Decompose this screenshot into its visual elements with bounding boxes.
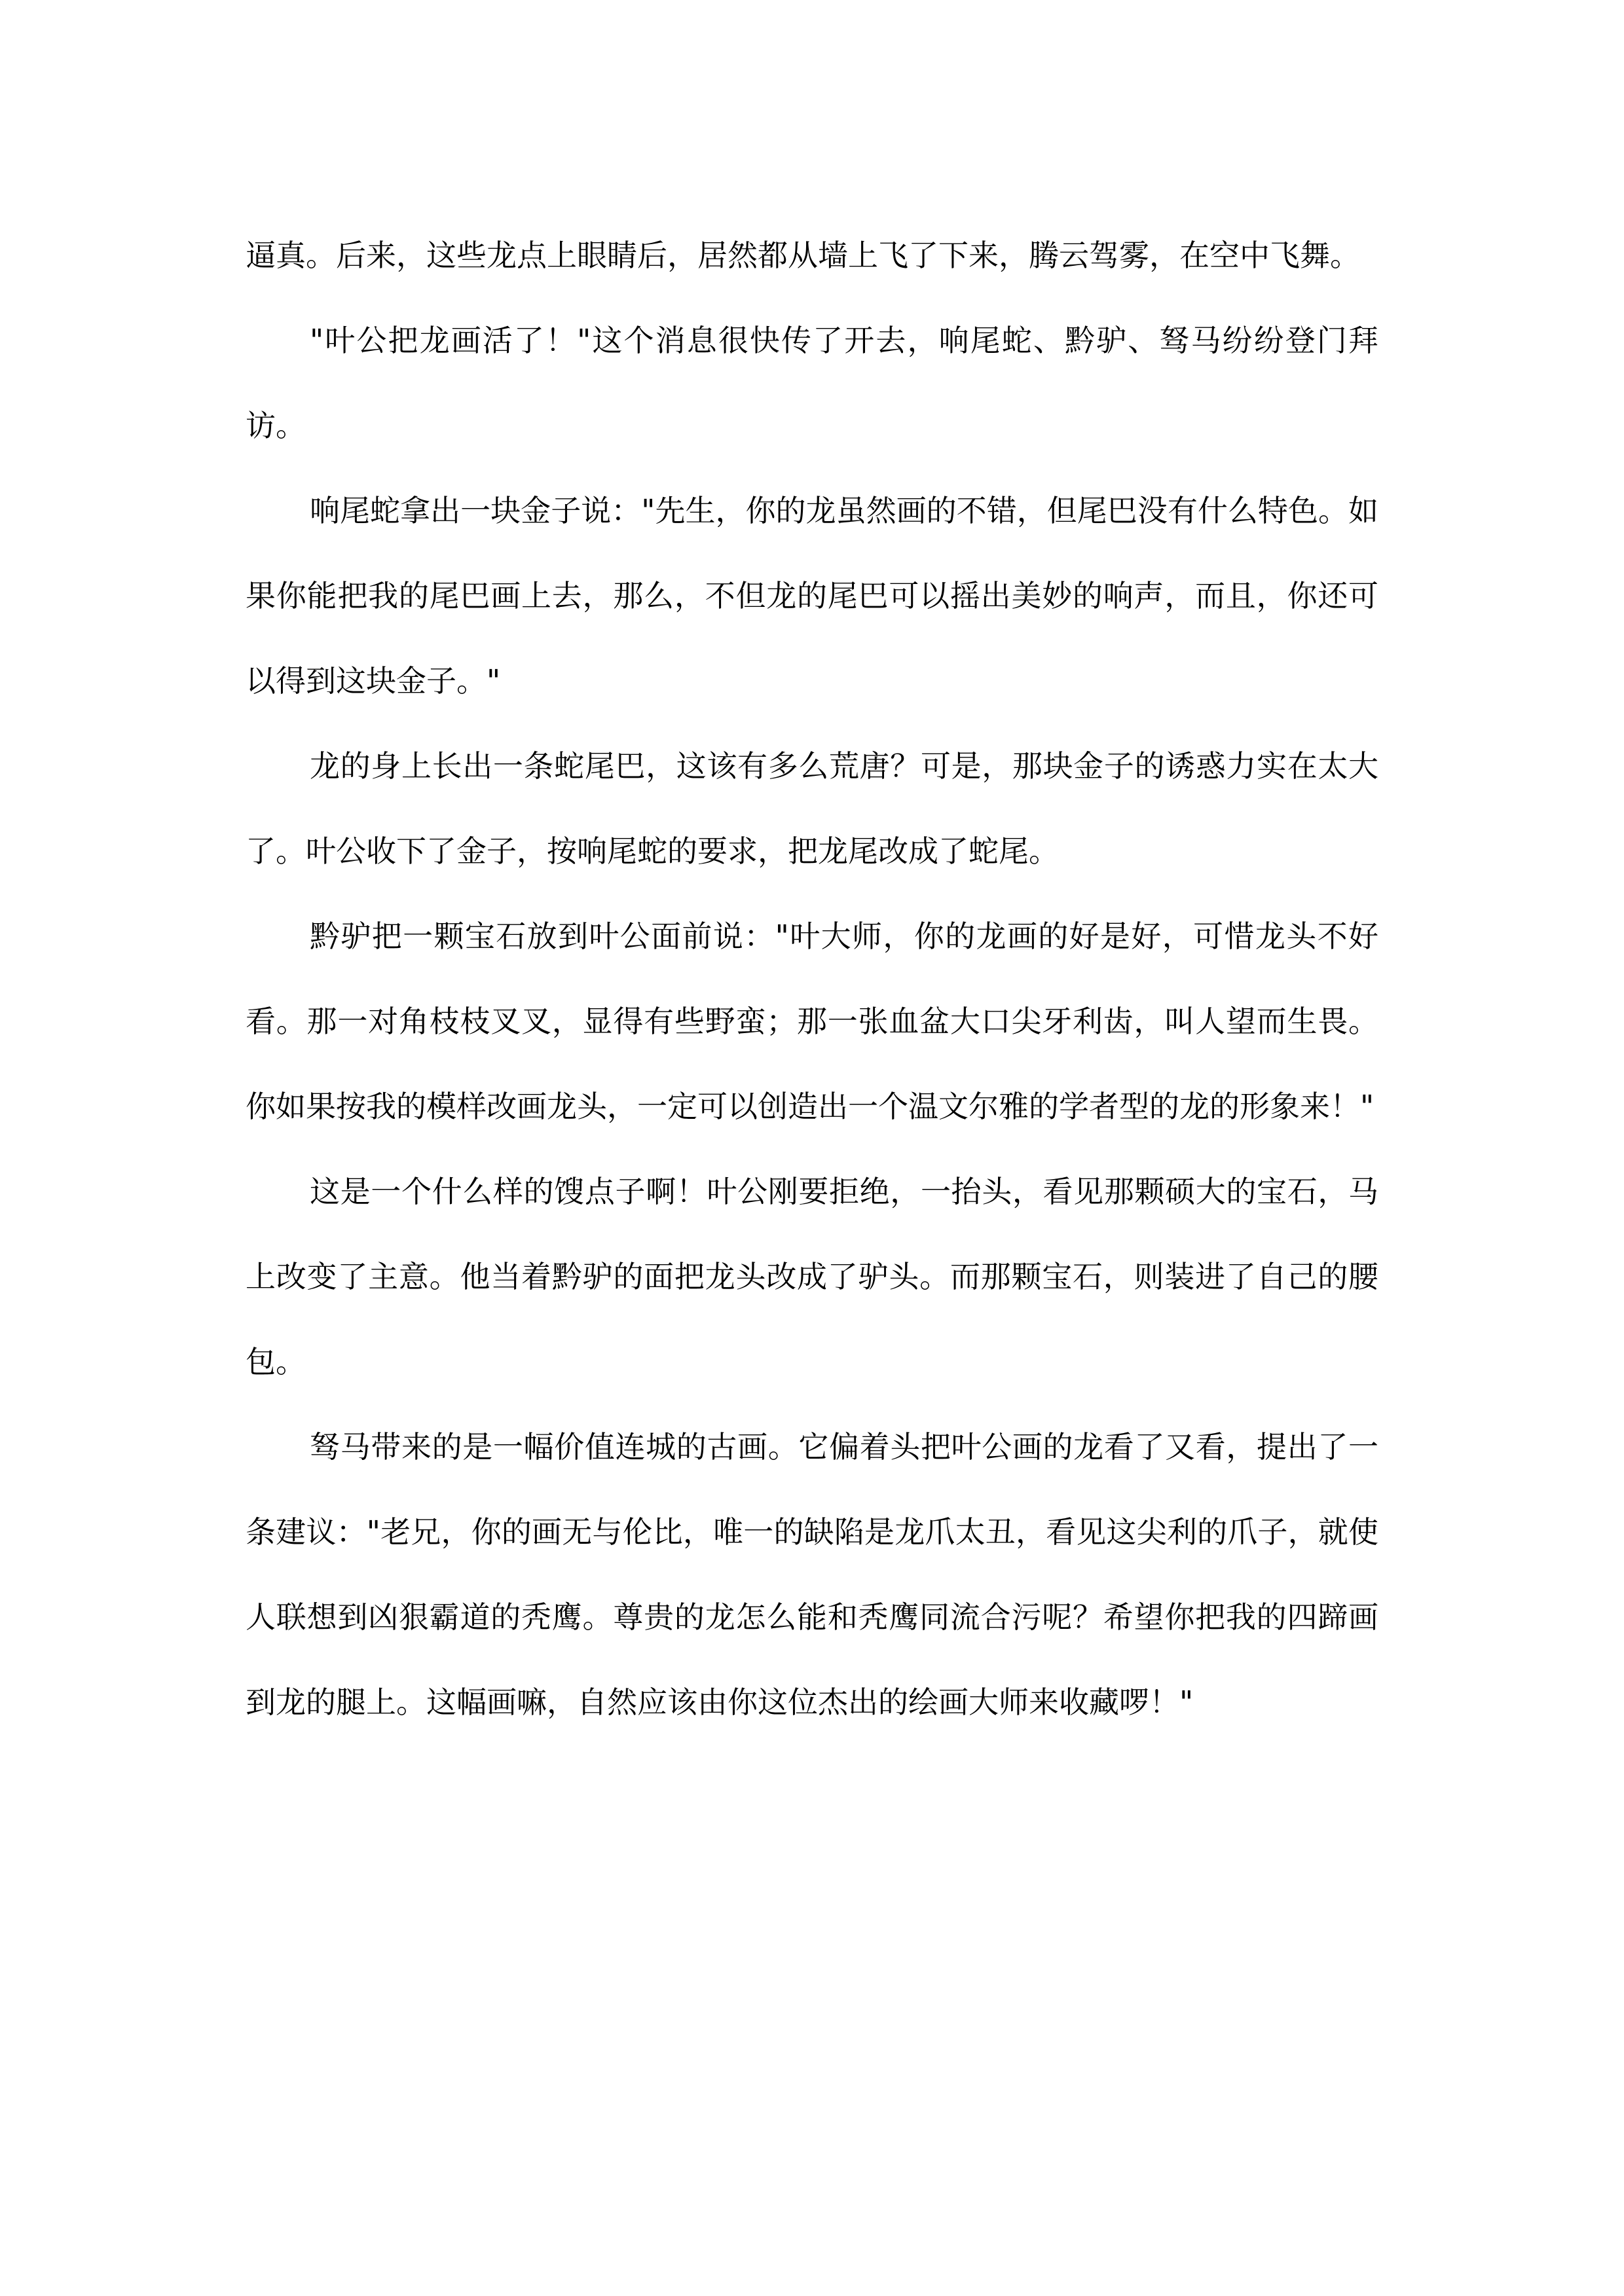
story-text-block xyxy=(246,213,1378,1745)
paragraph-donkey-offer: 黔驴把一颗宝石放到叶公面前说："叶大师，你的龙画的好是好，可惜龙头不好看。那一对角枝枝叉叉，显得有些野蛮；那一张血盆大口尖牙利齿，叫人望而生畏。你如果按我的模样改画龙头，一定可以创造出一个温文尔雅的学者型的龙的形象来！" xyxy=(246,919,1378,1124)
paragraph-news-spreads: "叶公把龙画活了！"这个消息很快传了开去，响尾蛇、黔驴、驽马纷纷登门拜访。 xyxy=(246,323,1378,443)
paragraph-rattlesnake-offer: 响尾蛇拿出一块金子说："先生，你的龙虽然画的不错，但尾巴没有什么特色。如果你能把我的尾巴画上去，那么，不但龙的尾巴可以摇出美妙的响声，而且，你还可以得到这块金子。" xyxy=(246,493,1378,699)
paragraph-snake-tail: 龙的身上长出一条蛇尾巴，这该有多么荒唐？可是，那块金子的诱惑力实在太大了。叶公收下了金子，按响尾蛇的要求，把龙尾改成了蛇尾。 xyxy=(246,748,1378,869)
paragraph-donkey-head: 这是一个什么样的馊点子啊！叶公刚要拒绝，一抬头，看见那颗硕大的宝石，马上改变了主意。他当着黔驴的面把龙头改成了驴头。而那颗宝石，则装进了自己的腰包。 xyxy=(246,1174,1378,1379)
paragraph-horse-offer: 驽马带来的是一幅价值连城的古画。它偏着头把叶公画的龙看了又看，提出了一条建议："老兄，你的画无与伦比，唯一的缺陷是龙爪太丑，看见这尖利的爪子，就使人联想到凶狠霸道的秃鹰。尊贵的龙怎么能和秃鹰同流合污呢？希望你把我的四蹄画到龙的腿上。这幅画嘛，自然应该由你这位杰出的绘画大师来收藏啰！" xyxy=(246,1429,1378,1720)
paragraph-continuation: 逼真。后来，这些龙点上眼睛后，居然都从墙上飞了下来，腾云驾雾，在空中飞舞。 xyxy=(246,238,1360,273)
